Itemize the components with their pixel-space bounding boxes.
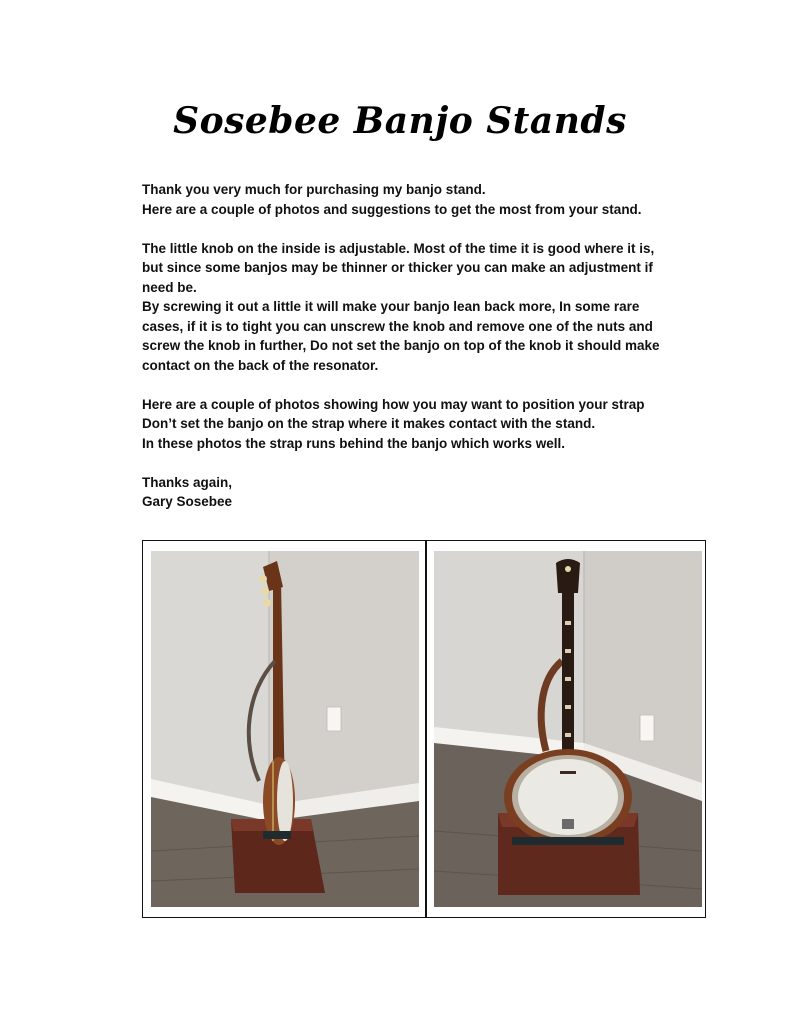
letter-body <box>142 180 722 531</box>
banjo-head <box>277 761 293 841</box>
photo-banjo-front-view <box>434 551 702 907</box>
signature-name: Gary Sosebee <box>142 494 233 509</box>
stand-cushion <box>512 837 624 845</box>
text-line: The little knob on the inside is adjustable. Most of the time it is good where it is, <box>142 240 655 256</box>
stand-cushion <box>263 831 291 839</box>
left-wall <box>151 551 269 819</box>
fret-inlay <box>565 705 571 709</box>
fret-inlay <box>565 621 571 625</box>
banjo-front-illustration <box>434 551 702 907</box>
headstock-inlay <box>565 566 571 572</box>
photo-table <box>142 540 706 918</box>
fret-inlay <box>565 677 571 681</box>
banjo-headstock <box>556 559 580 593</box>
text-line: In these photos the strap runs behind the banjo which works well. <box>142 435 566 451</box>
text-line: cases, if it is to tight you can unscrew the knob and remove one of the nuts and <box>142 318 653 334</box>
wall-outlet <box>640 715 654 741</box>
text-line: need be. <box>142 279 197 295</box>
fret-inlay <box>565 733 571 737</box>
banjo-tailpiece <box>562 819 574 829</box>
text-line: contact on the back of the resonator. <box>142 357 379 373</box>
paragraph-signoff <box>142 473 722 512</box>
closing-line: Thanks again, <box>142 474 233 490</box>
paragraph-intro <box>142 180 722 219</box>
text-line: Don’t set the banjo on the strap where it makes contact with the stand. <box>142 416 596 431</box>
tuning-peg <box>261 587 269 595</box>
text-line: Thank you very much for purchasing my banjo stand. <box>142 182 486 197</box>
tuning-peg <box>259 575 267 583</box>
fret-inlay <box>565 649 571 653</box>
text-line: but since some banjos may be thinner or thicker you can make an adjustment if <box>142 260 653 275</box>
wall-outlet <box>327 707 341 731</box>
text-line: screw the knob in further, Do not set the banjo on top of the knob it should make <box>142 338 660 353</box>
banjo-side-illustration <box>151 551 419 907</box>
tuning-peg <box>263 599 271 607</box>
photo-banjo-side-view <box>151 551 419 907</box>
text-line: Here are a couple of photos showing how you may want to position your strap <box>142 396 645 412</box>
page-title: Sosebee Banjo Stands <box>173 100 627 142</box>
text-line: By screwing it out a little it will make your banjo lean back more, In some rare <box>142 299 640 314</box>
banjo-bridge <box>560 771 576 774</box>
paragraph-knob <box>142 239 722 376</box>
text-line: Here are a couple of photos and suggestions to get the most from your stand. <box>142 201 642 217</box>
paragraph-strap <box>142 395 722 454</box>
table-divider <box>425 541 427 917</box>
